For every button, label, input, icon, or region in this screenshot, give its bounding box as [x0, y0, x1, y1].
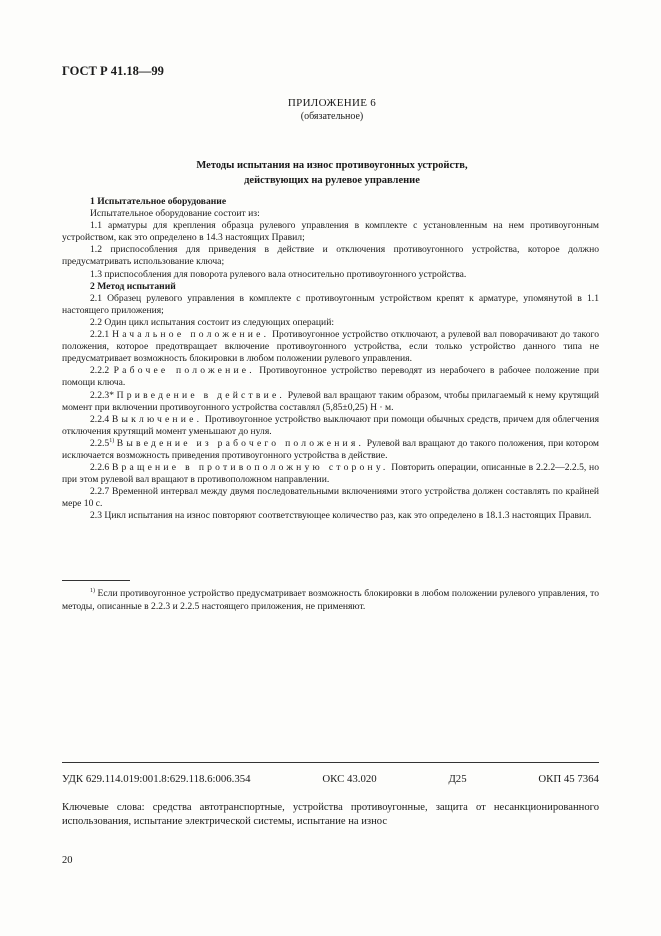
appendix-subtitle: (обязательное) [300, 111, 364, 122]
paragraph-2-2-7: 2.2.7 Временной интервал между двумя последовательными включениями этого устройства должен составлять по крайней мере 10 с. [62, 486, 599, 510]
paragraph-2-3: 2.3 Цикл испытания на износ повторяют соответствующее количество раз, как это определено в 18.1.3 настоящих Правил. [90, 510, 592, 522]
clause-number: 2.2.1 [90, 329, 110, 341]
paragraph-2-2-2 [62, 365, 599, 389]
clause-term: Рабочее положение. [113, 365, 255, 377]
clause-term: Выведение из рабочего положения. [116, 437, 365, 449]
clause-number: 2.2.3* [90, 389, 114, 401]
paragraph-1-3: 1.3 приспособления для поворота рулевого вала относительно противоугонного устройства. [90, 268, 467, 280]
clause-text: Рулевой вал вращают до такого положения, при котором исключается возможность приведения противоугонного устройства в действие. [62, 437, 600, 461]
paragraph-2-1: 2.1 Образец рулевого управления в комплекте с противоугонным устройством крепят к арматуре, упомянутой в 1.1 настоящего приложения; [62, 292, 599, 316]
keywords: Ключевые слова: средства автотранспортные, устройства противоугонные, защита от несанкционированного использования, испытание электрической системы, испытание на износ [62, 802, 599, 827]
clause-term: Приведение в действие. [116, 389, 286, 401]
clause-number: 2.2.5 [90, 437, 110, 449]
clause-term: Выключение. [111, 413, 203, 425]
clause-text: Противоугонное устройство переводят из нерабочего в рабочее положение при помощи ключа. [62, 365, 600, 389]
clause-term: Начальное положение. [112, 329, 270, 341]
paragraph-2-2-4 [62, 414, 599, 438]
clause-text: Рулевой вал вращают таким образом, чтобы прилагаемый к нему крутящий момент при включении противоугонного устройства составлял (5,85±0,25) Н · м. [62, 389, 600, 413]
page-number: 20 [62, 855, 73, 866]
udk-code: УДК 629.114.019:001.8:629.118.6:006.354 [62, 773, 251, 785]
section-2-title: 2 Метод испытаний [90, 280, 176, 292]
footer-divider [62, 762, 599, 763]
clause-text: Противоугонное устройство отключают, а рулевой вал поворачивают до такого положения, которое предотвращает включение противоугонного устройства, если только устройство данного типа не предусматривает возможность блокировки в любом положении рулевого управления. [62, 329, 599, 365]
heading-line-2: действующих на рулевое управление [244, 175, 420, 186]
clause-text: Повторить операции, описанные в 2.2.2—2.2.5, но при этом рулевой вал вращают в противоположном направлении. [62, 462, 599, 486]
clause-text: Противоугонное устройство выключают при помощи обычных средств, причем для облегчения отключения крутящий момент уменьшают до нуля. [62, 413, 599, 437]
okp-code: ОКП 45 7364 [538, 773, 599, 785]
oks-code: ОКС 43.020 [322, 773, 377, 785]
footnote-ref: 1) [109, 437, 115, 444]
section-heading [62, 158, 602, 188]
document-body [62, 196, 599, 523]
clause-number: 2.2.4 [90, 413, 110, 425]
paragraph-1-2: 1.2 приспособления для приведения в действие и отключения противоугонного устройства, которое должно предусматривать использование ключа; [62, 244, 599, 268]
section-1-intro: Испытательное оборудование состоит из: [90, 208, 260, 220]
paragraph-2-2-3 [62, 390, 599, 414]
classification-codes [62, 773, 599, 785]
footnote-text: Если противоугонное устройство предусматривает возможность блокировки в любом положении рулевого управления, то методы, описанные в 2.2.3 и 2.2.5 настоящего приложения, не применяют. [62, 588, 599, 612]
document-code: ГОСТ Р 41.18—99 [62, 64, 164, 78]
paragraph-2-2-6 [62, 462, 599, 486]
paragraph-1-1: 1.1 арматуры для крепления образца рулевого управления в комплекте с установленным на нем противоугонным устройством, как это определено в 14.3 настоящих Правил; [62, 220, 599, 244]
footnote-divider [62, 580, 130, 581]
paragraph-2-2-1 [62, 329, 599, 365]
appendix-title: ПРИЛОЖЕНИЕ 6 [287, 97, 377, 109]
footnote-mark: 1) [90, 588, 95, 594]
clause-number: 2.2.2 [90, 365, 110, 377]
d-code: Д25 [448, 773, 467, 785]
paragraph-2-2-5 [62, 438, 599, 462]
clause-number: 2.2.6 [90, 462, 110, 474]
section-1-title: 1 Испытательное оборудование [90, 196, 227, 207]
heading-line-1: Методы испытания на износ противоугонных устройств, [196, 160, 468, 171]
footnote [62, 588, 599, 613]
clause-term: Вращение в противоположную сторону. [111, 462, 389, 474]
paragraph-2-2: 2.2 Один цикл испытания состоит из следующих операций: [90, 316, 334, 328]
